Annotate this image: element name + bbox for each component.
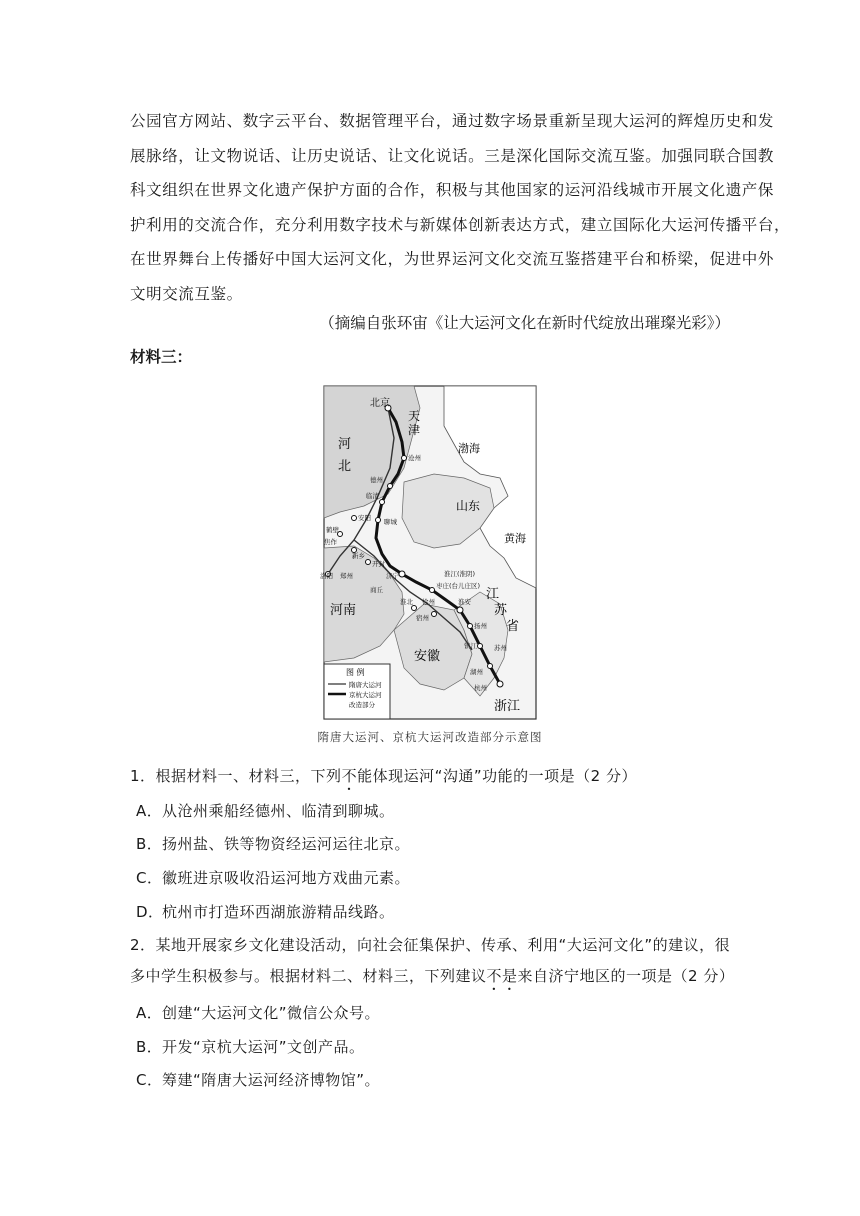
city-label: 宿州	[416, 614, 429, 622]
article-source: （摘编自张环宙《让大运河文化在新时代绽放出璀璨光彩》）	[319, 314, 730, 332]
city-label: 鹤壁	[326, 526, 339, 534]
material-three-title: 材料三：	[130, 349, 193, 366]
option-label: C．	[136, 1071, 163, 1089]
article-line: 展脉络，让文物说话、让历史说话、让文化说话。三是深化国际交流互鉴。加强同联合国教	[130, 146, 775, 165]
legend-item: 隋唐大运河	[349, 681, 382, 689]
option-1a[interactable]	[136, 800, 395, 821]
city-label-tianjin-2: 津	[408, 423, 421, 437]
city-label: 商丘	[370, 586, 383, 594]
city-label: 洛阳	[320, 572, 333, 580]
city-label: 扬州	[474, 622, 487, 630]
option-label: B．	[136, 835, 163, 853]
city-label: 杭州	[474, 684, 487, 692]
option-text: 徽班进京吸收沿运河地方戏曲元素。	[162, 869, 411, 887]
province-label-zhejiang: 浙江	[494, 699, 521, 714]
option-text: 杭州市打造环西湖旅游精品线路。	[162, 903, 395, 921]
province-label-jiangsu-1: 江	[486, 587, 500, 602]
question-2-line-2	[130, 961, 735, 992]
province-label-jiangsu-3: 省	[506, 619, 520, 634]
city-label: 郑州	[340, 572, 353, 580]
stem-text: 能	[357, 767, 373, 785]
option-text: 筹建“隋唐大运河经济博物馆”。	[162, 1071, 381, 1089]
legend-title: 图 例	[346, 668, 365, 677]
province-label-shandong: 山东	[456, 499, 481, 513]
city-label: 安阳	[358, 514, 371, 522]
emphasis-char: 不	[341, 767, 358, 785]
province-label-henan: 河南	[330, 603, 357, 618]
canal-map	[294, 378, 564, 723]
stem-text: 体现运河“沟通”功能的一项是（2 分）	[372, 767, 637, 785]
option-text: 创建“大运河文化”微信公众号。	[162, 1004, 381, 1022]
stem-text: 根据材料一、材料三，下列	[155, 767, 342, 785]
stem-text: 某地开展家乡文化建设活动，向社会征集保护、传承、利用“大运河文化”的建议，很	[155, 936, 731, 954]
city-label: 镇江	[464, 642, 477, 650]
city-label: 济宁	[386, 572, 399, 580]
option-label: C．	[136, 869, 163, 887]
option-text: 开发“京杭大运河”文创产品。	[162, 1038, 365, 1056]
city-label: 徐州	[422, 598, 435, 606]
city-label: 湖州	[470, 668, 483, 676]
city-label: 沧州	[408, 454, 421, 462]
option-2a[interactable]	[136, 1002, 380, 1023]
option-1c[interactable]	[136, 867, 410, 888]
city-label-tianjin-1: 天	[408, 409, 421, 423]
province-label-hebei-1: 河	[338, 437, 352, 452]
province-label-hebei-2: 北	[338, 459, 352, 474]
article-line: 公园官方网站、数字云平台、数据管理平台，通过数字场景重新呈现大运河的辉煌历史和发	[130, 112, 775, 130]
option-2b[interactable]	[136, 1036, 365, 1057]
city-label: 德州	[370, 476, 383, 484]
city-label: 新乡	[352, 552, 365, 560]
question-1-stem	[130, 761, 730, 792]
stem-text: 来自济宁地区的一项是（2 分）	[517, 967, 735, 985]
option-label: B．	[136, 1038, 163, 1056]
legend-item: 京杭大运河	[349, 691, 382, 699]
city-label: 临清	[366, 492, 379, 500]
question-1	[130, 761, 730, 792]
question-2-line-1	[130, 930, 730, 961]
option-1b[interactable]	[136, 833, 410, 854]
sea-label-bohai: 渤海	[458, 442, 480, 455]
emphasis-char: 是	[502, 967, 518, 985]
city-label: 开封	[372, 560, 385, 568]
option-label: D．	[136, 903, 164, 921]
option-text: 从沧州乘船经德州、临清到聊城。	[162, 802, 395, 820]
question-number: 2．	[130, 936, 156, 954]
legend-item: 改造部分	[349, 701, 375, 709]
city-label: 淮北	[400, 598, 413, 606]
stem-text: 多中学生积极参与。根据材料二、材料三，下列建议	[130, 967, 487, 985]
article-line: 文明交流互鉴。	[130, 284, 243, 303]
article-line: 在世界舞台上传播好中国大运河文化，为世界运河文化交流互鉴搭建平台和桥梁，促进中外	[130, 250, 775, 268]
emphasis-char: 不	[486, 967, 503, 985]
city-label: 焦作	[324, 538, 337, 546]
city-label: 枣庄(台儿庄区)	[436, 582, 481, 590]
province-label-jiangsu-2: 苏	[494, 603, 508, 618]
question-number: 1．	[130, 767, 156, 785]
option-1d[interactable]	[136, 901, 395, 922]
canal-map-svg	[294, 378, 564, 723]
city-label: 淮安	[458, 598, 471, 606]
question-2	[130, 930, 735, 992]
article-line: 护利用的交流合作，充分利用数字技术与新媒体创新表达方式，建立国际化大运河传播平台，	[130, 215, 791, 234]
city-label: 苏州	[494, 644, 507, 652]
article-paragraph	[130, 104, 791, 311]
city-label: 北京	[370, 398, 390, 409]
article-line: 科文组织在世界文化遗产保护方面的合作，积极与其他国家的运河沿线城市开展文化遗产保	[130, 181, 775, 199]
city-label: 聊城	[384, 518, 397, 526]
option-label: A．	[136, 1004, 163, 1022]
map-caption: 隋唐大运河、京杭大运河改造部分示意图	[317, 730, 543, 744]
option-label: A．	[136, 802, 163, 820]
city-label: 淮江(淮阴)	[444, 570, 476, 578]
option-text: 扬州盐、铁等物资经运河运往北京。	[162, 835, 411, 853]
sea-label-huanghai: 黄海	[504, 532, 526, 545]
province-label-anhui: 安徽	[414, 649, 441, 664]
option-2c[interactable]	[136, 1069, 380, 1090]
